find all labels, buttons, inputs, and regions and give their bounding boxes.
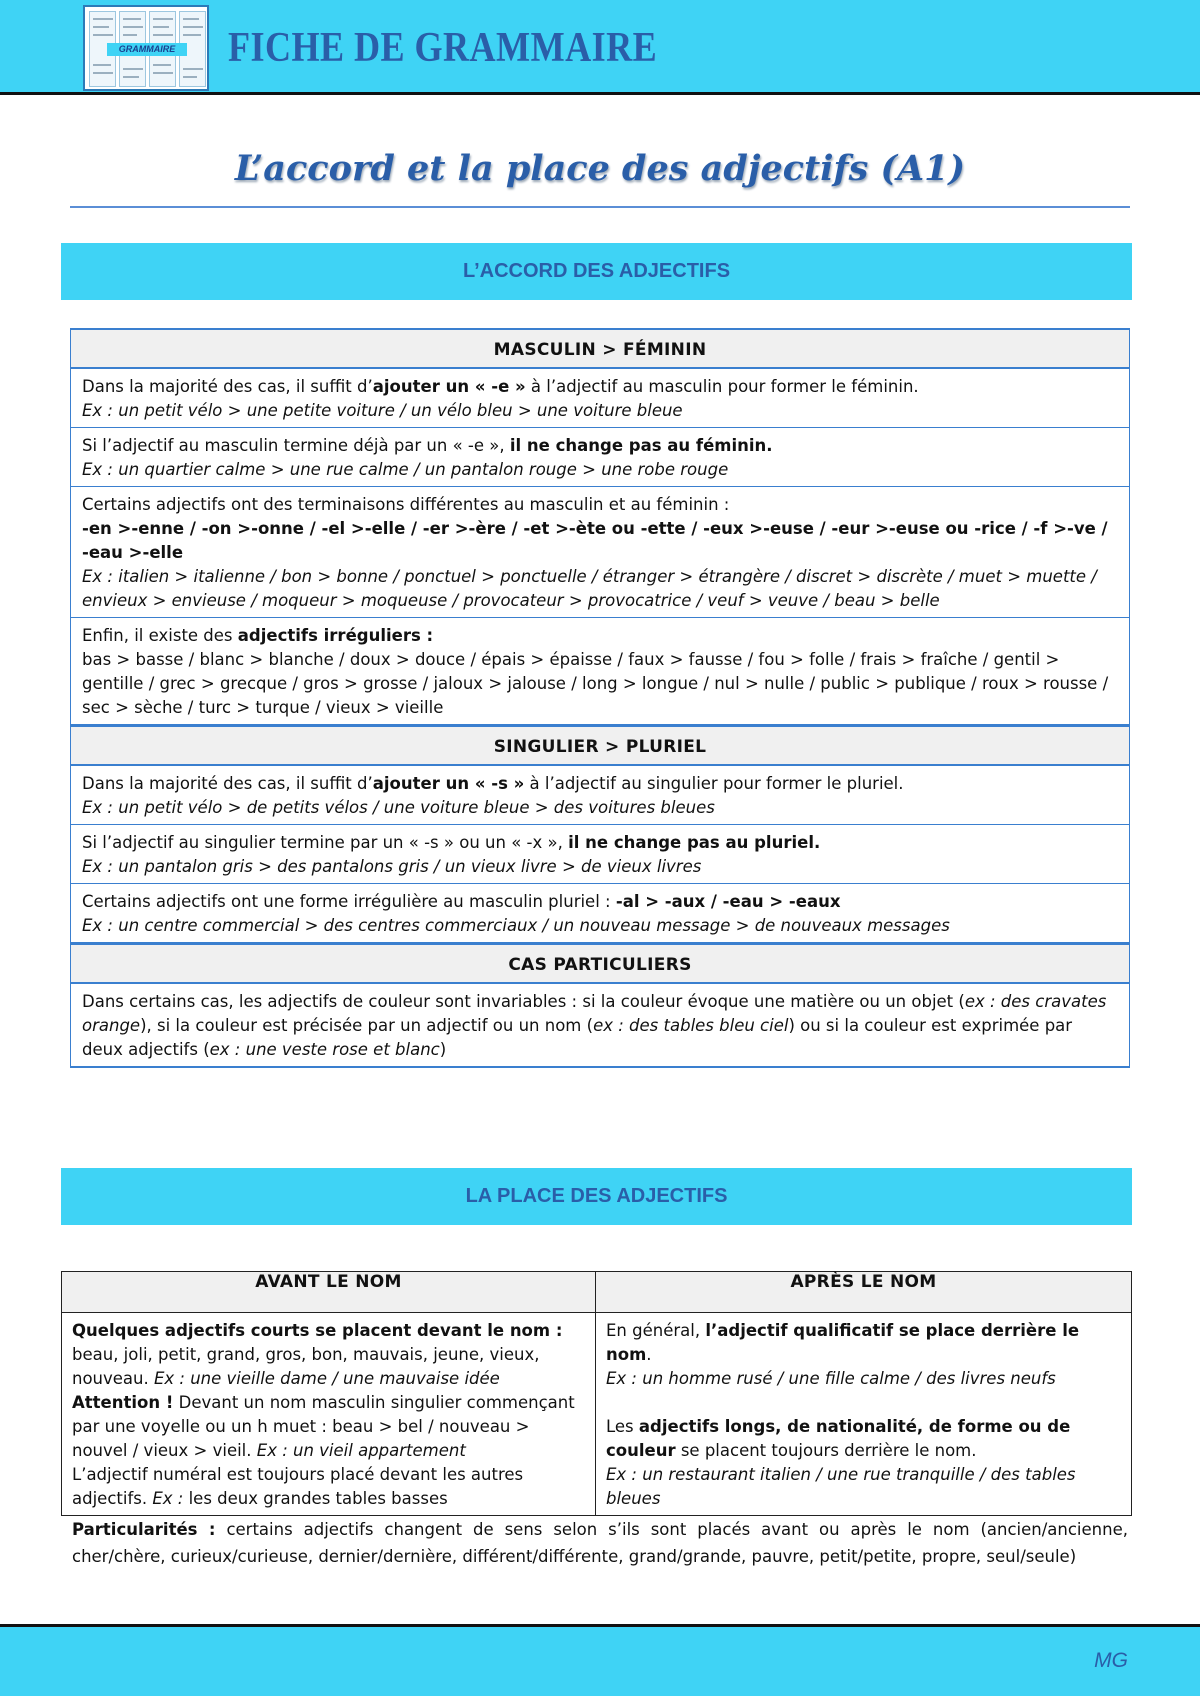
header-bar — [0, 0, 1200, 95]
rule-text: à l’adjectif au masculin pour former le féminin. — [525, 377, 919, 396]
rule-row — [71, 984, 1129, 1068]
rule-text: ) — [439, 1040, 447, 1059]
rule-text: Les — [606, 1417, 639, 1436]
masc-fem-heading: MASCULIN > FÉMININ — [71, 328, 1129, 369]
page-title: L’accord et la place des adjectifs (A1) — [234, 148, 966, 189]
accord-table — [70, 328, 1130, 1068]
section-heading-accord: L’ACCORD DES ADJECTIFS — [61, 243, 1132, 300]
example-text: Ex : un quartier calme > une rue calme / un pantalon rouge > une robe rouge — [82, 460, 729, 479]
place-table — [61, 1271, 1132, 1516]
avant-heading: AVANT LE NOM — [62, 1272, 596, 1313]
particularites-text: certains adjectifs changent de sens selon s’ils sont placés avant ou après le nom (ancien/ancienne, cher/chère, curieux/curieuse, dernier/dernière, différent/différente, grand/grande, pauvre, petit/petite, propre, seul/seule) — [72, 1520, 1128, 1566]
example-text: Ex : un petit vélo > une petite voiture / un vélo bleu > une voiture bleue — [82, 401, 683, 420]
title-divider — [70, 206, 1130, 208]
rule-key: il ne change pas au féminin. — [509, 436, 773, 455]
example-text: Ex : un vieil appartement — [256, 1441, 466, 1460]
rule-key: adjectifs irréguliers : — [237, 626, 434, 645]
rule-text: Si l’adjectif au singulier termine par un « -s » ou un « -x », — [82, 833, 569, 852]
cas-particuliers-heading: CAS PARTICULIERS — [71, 943, 1129, 984]
example-text: Ex : un petit vélo > de petits vélos / une voiture bleue > des voitures bleues — [82, 798, 715, 817]
example-text: ex : une veste rose et blanc — [209, 1040, 440, 1059]
example-text: Ex : une vieille dame / une mauvaise idée — [153, 1369, 500, 1388]
rule-text: Devant un nom masculin singulier commençant par une voyelle ou un h muet : beau > bel / nouveau > nouvel / vieux > vieil. — [72, 1393, 575, 1460]
worksheet-thumbnail — [83, 5, 209, 91]
author-initials: MG — [1094, 1649, 1128, 1672]
rule-text: Certains adjectifs ont des terminaisons différentes au masculin et au féminin : — [82, 495, 730, 514]
example-text: Ex : un centre commercial > des centres commerciaux / un nouveau message > de nouveaux messages — [82, 916, 950, 935]
thumbnail-label: GRAMMAIRE — [107, 43, 187, 56]
rule-key: adjectifs longs, de nationalité, de forme ou de couleur — [606, 1417, 1071, 1460]
example-text: Ex : un homme rusé / une fille calme / des livres neufs — [606, 1369, 1056, 1388]
rule-key: ajouter un « -s » — [372, 774, 525, 793]
spacer — [606, 1391, 1122, 1415]
rule-text: se placent toujours derrière le nom. — [675, 1441, 977, 1460]
rule-text: Enfin, il existe des — [82, 626, 238, 645]
example-text: ex : des tables bleu ciel — [593, 1016, 789, 1035]
apres-heading: APRÈS LE NOM — [596, 1272, 1132, 1313]
apres-cell — [596, 1313, 1132, 1516]
rule-text: En général, — [606, 1321, 706, 1340]
rule-text: Dans certains cas, les adjectifs de couleur sont invariables : si la couleur évoque une matière ou un objet ( — [82, 992, 965, 1011]
rule-text: les deux grandes tables basses — [183, 1489, 448, 1508]
brand-title: FICHE DE GRAMMAIRE — [228, 25, 658, 71]
rule-row — [71, 766, 1129, 825]
example-text: Ex : italien > italienne / bon > bonne / ponctuel > ponctuelle / étranger > étrangère / discret > discrète / muet > muette / envieux > envieuse / moqueur > moqueuse / provocateur > provocatrice / veuf > veuve / beau > belle — [82, 567, 1097, 610]
rule-text: Certains adjectifs ont une forme irrégulière au masculin pluriel : — [82, 892, 616, 911]
rule-text: beau, joli, petit, grand, gros, bon, mauvais, jeune, vieux, nouveau. — [72, 1345, 540, 1388]
rule-key: il ne change pas au pluriel. — [568, 833, 821, 852]
footer-bar — [0, 1624, 1200, 1696]
rule-row — [71, 884, 1129, 943]
rule-key: l’adjectif qualificatif se place derrière le nom — [606, 1321, 1080, 1364]
irregular-list: bas > basse / blanc > blanche / doux > douce / épais > épaisse / faux > fausse / fou > folle / frais > fraîche / gentil > gentille / grec > grecque / gros > grosse / jaloux > jalouse / long > longue / nul > nulle / public > publique / roux > rousse / sec > sèche / turc > turque / vieux > vieille — [82, 650, 1109, 717]
rule-row — [71, 487, 1129, 618]
endings-list: -en >-enne / -on >-onne / -el >-elle / -er >-ère / -et >-ète ou -ette / -eux >-euse / -eur >-euse ou -rice / -f >-ve / -eau >-elle — [82, 519, 1108, 562]
example-text: ex : des cravates orange — [82, 992, 1107, 1035]
rule-key: -al > -aux / -eau > -eaux — [615, 892, 841, 911]
rule-row — [71, 825, 1129, 884]
rule-text: ), si la couleur est précisée par un adjectif ou un nom ( — [140, 1016, 594, 1035]
particularites-note — [72, 1516, 1128, 1570]
section-heading-place: LA PLACE DES ADJECTIFS — [61, 1168, 1132, 1225]
example-text: Ex : — [152, 1489, 184, 1508]
rule-row — [71, 618, 1129, 725]
rule-text: à l’adjectif au singulier pour former le pluriel. — [524, 774, 904, 793]
avant-cell — [62, 1313, 596, 1516]
rule-text: ) ou si la couleur est exprimée par deux adjectifs ( — [82, 1016, 1073, 1059]
attention-label: Attention ! — [72, 1393, 174, 1412]
example-text: Ex : un pantalon gris > des pantalons gris / un vieux livre > de vieux livres — [82, 857, 702, 876]
rule-text: Dans la majorité des cas, il suffit d’ — [82, 377, 373, 396]
rule-text: L’adjectif numéral est toujours placé devant les autres adjectifs. — [72, 1465, 524, 1508]
rule-text: . — [646, 1345, 652, 1364]
sing-plur-heading: SINGULIER > PLURIEL — [71, 725, 1129, 766]
rule-text: Dans la majorité des cas, il suffit d’ — [82, 774, 373, 793]
rule-row — [71, 369, 1129, 428]
rule-row — [71, 428, 1129, 487]
rule-key: ajouter un « -e » — [372, 377, 526, 396]
example-text: Ex : un restaurant italien / une rue tranquille / des tables bleues — [606, 1465, 1076, 1508]
rule-text: Si l’adjectif au masculin termine déjà par un « -e », — [82, 436, 510, 455]
rule-key: Quelques adjectifs courts se placent devant le nom : — [72, 1321, 563, 1340]
particularites-label: Particularités : — [72, 1520, 216, 1539]
